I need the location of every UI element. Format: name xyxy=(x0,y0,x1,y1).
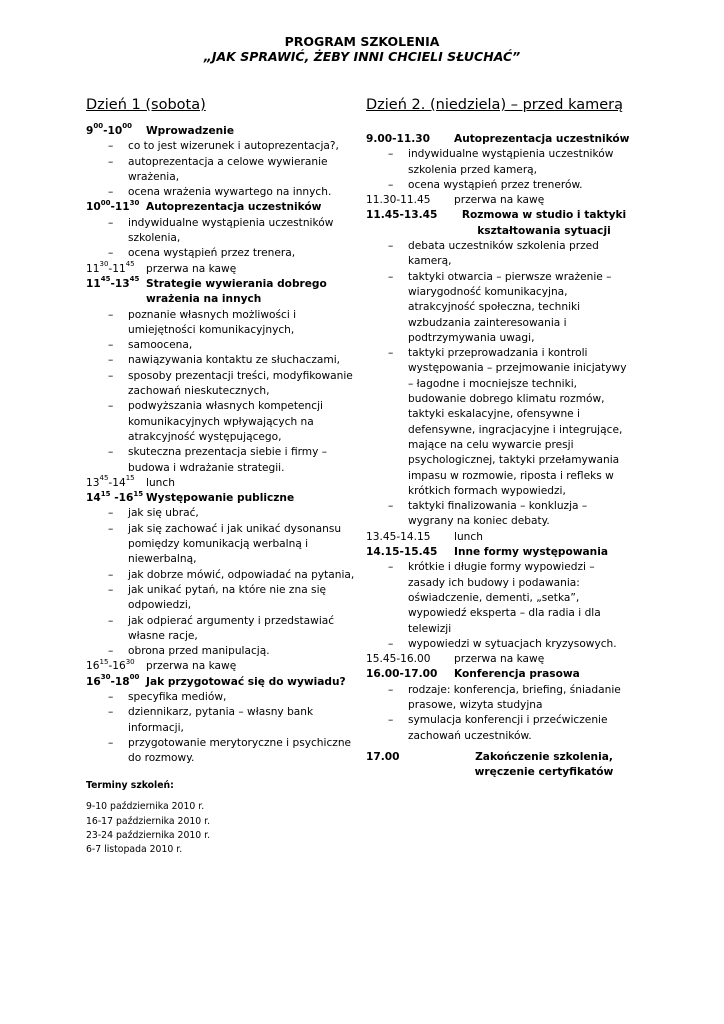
day2-closing xyxy=(366,750,634,781)
term-date: 16-17 października 2010 r. xyxy=(86,815,211,827)
session-title: Wprowadzenie xyxy=(146,125,234,137)
session-title: Rozmowa w studio i taktyki kształtowania sytuacji xyxy=(461,209,627,237)
break-time: 15.45-16.00 xyxy=(366,653,431,666)
session-time: $11^{45}-13^{45}$ xyxy=(86,275,140,290)
session-items xyxy=(366,239,634,530)
session-header xyxy=(366,545,634,560)
list-item: – jak się zachować i jak unikać dysonansu pomiędzy komunikacją werbalną i niewerbalną, xyxy=(108,522,358,568)
day1-column xyxy=(86,96,358,766)
break-time: $13^{45}-14^{15}$ xyxy=(86,474,135,489)
session-title: Konferencja prasowa xyxy=(454,668,580,681)
list-item: – dziennikarz, pytania – własny bank informacji, xyxy=(108,705,358,736)
session-items xyxy=(366,560,634,652)
list-item: – taktyki finalizowania – konkluzja – wygrany na koniec debaty. xyxy=(388,499,634,530)
break-title: przerwa na kawę xyxy=(454,194,545,207)
day1-session-2 xyxy=(86,200,358,261)
day1-heading: Dzień 1 (sobota) xyxy=(86,97,206,113)
list-item: – ocena wrażenia wywartego na innych. xyxy=(108,185,358,200)
day2-break-3 xyxy=(366,652,634,667)
break-time: $11^{30}-11^{45}$ xyxy=(86,260,135,275)
list-item: – skuteczna prezentacja siebie i firmy – budowa i wdrażanie strategii. xyxy=(108,445,358,476)
day1-session-3 xyxy=(86,277,358,476)
day2-session-2 xyxy=(366,208,634,529)
session-title: Występowanie publiczne xyxy=(146,492,295,505)
day2-session-3 xyxy=(366,545,634,652)
list-item: – poznanie własnych możliwości i umiejętności komunikacyjnych, xyxy=(108,308,358,339)
session-header xyxy=(86,277,358,308)
day1-session-5 xyxy=(86,675,358,767)
list-item: – podwyższania własnych kompetencji komunikacyjnych wpływających na atrakcyjność występującego, xyxy=(108,399,358,445)
terms-title: Terminy szkoleń: xyxy=(86,780,174,791)
session-items xyxy=(366,683,634,744)
day1-break-2 xyxy=(86,476,358,491)
list-item: – debata uczestników szkolenia przed kamerą, xyxy=(388,239,634,270)
session-title: Autoprezentacja uczestników xyxy=(454,133,630,145)
list-item: – taktyki otwarcia – pierwsze wrażenie – wiarygodność komunikacyjna, atrakcyjność społeczna, techniki wzbudzania zainteresowania i podtrzymywania uwagi, xyxy=(388,270,634,346)
list-item: – przygotowanie merytoryczne i psychiczne do rozmowy. xyxy=(108,736,358,767)
day1-session-1 xyxy=(86,124,358,200)
session-time: $14^{15}$ $-16^{15}$ xyxy=(86,489,144,505)
session-header xyxy=(86,200,358,215)
session-time: 9.00-11.30 xyxy=(366,133,431,145)
session-title: Strategie wywierania dobrego wrażenia na innych xyxy=(146,277,327,306)
list-item: – ocena wystąpień przez trenerów. xyxy=(388,178,634,193)
list-item: – indywidualne wystąpienia uczestników szkolenia przed kamerą, xyxy=(388,147,634,178)
session-title: Autoprezentacja uczestników xyxy=(146,201,322,214)
term-date: 6-7 listopada 2010 r. xyxy=(86,844,183,856)
list-item: – specyfika mediów, xyxy=(108,690,358,705)
session-header xyxy=(86,491,358,506)
break-title: przerwa na kawę xyxy=(146,660,237,673)
list-item: – jak unikać pytań, na które nie zna się odpowiedzi, xyxy=(108,583,358,614)
document-title xyxy=(0,34,724,64)
session-title: Inne formy występowania xyxy=(454,546,609,559)
session-items xyxy=(86,506,358,659)
list-item: – taktyki przeprowadzania i kontroli występowania – przejmowanie inicjatywy – łagodne i mocniejsze techniki, budowanie dobrego klimatu rozmów, taktyki eskalacyjne, ofensywne i defensywne, ingracjacyjne i integrujące, mające na celu wywarcie presji psychologicznej, taktyki przełamywania impasu w rozmowie, riposta i refleks w krótkich formach wypowiedzi, xyxy=(388,346,634,499)
list-item: – ocena wystąpień przez trenera, xyxy=(108,246,358,261)
session-header xyxy=(86,124,358,139)
session-time: $10^{00}-11^{30}$ xyxy=(86,198,140,214)
session-time: $16^{30}-18^{00}$ xyxy=(86,673,140,688)
session-items xyxy=(86,308,358,476)
session-title: Jak przygotować się do wywiadu? xyxy=(146,675,346,688)
list-item: – autoprezentacja a celowe wywieranie wrażenia, xyxy=(108,155,358,186)
session-header xyxy=(86,675,358,690)
terms-section xyxy=(86,779,386,857)
list-item: – jak odpierać argumenty i przedstawiać własne racje, xyxy=(108,614,358,645)
session-title: Zakończenie szkolenia, wręczenie certyfikatów xyxy=(474,750,614,779)
session-items xyxy=(86,690,358,766)
term-date: 23-24 października 2010 r. xyxy=(86,829,211,841)
break-title: przerwa na kawę xyxy=(146,262,237,275)
session-time: 11.45-13.45 xyxy=(366,209,438,222)
session-time: 17.00 xyxy=(366,750,400,763)
list-item: – jak dobrze mówić, odpowiadać na pytania, xyxy=(108,568,358,583)
break-time: 11.30-11.45 xyxy=(366,194,431,207)
session-header xyxy=(366,208,634,239)
session-header xyxy=(366,132,634,147)
session-items xyxy=(86,216,358,262)
break-title: przerwa na kawę xyxy=(454,653,545,666)
list-item: – co to jest wizerunek i autoprezentacja?, xyxy=(108,139,358,154)
break-time: $16^{15}-16^{30}$ xyxy=(86,657,135,673)
day2-heading: Dzień 2. (niedziela) – przed kamerą xyxy=(366,97,623,113)
list-item: – rodzaje: konferencja, briefing, śniadanie prasowe, wizyta studyjna xyxy=(388,683,634,714)
session-header xyxy=(366,667,634,682)
day1-break-3 xyxy=(86,659,358,674)
day1-session-4 xyxy=(86,491,358,659)
session-time: $9^{00}-10^{00}$ xyxy=(86,122,133,137)
session-items xyxy=(366,147,634,193)
title-line-2: „JAK SPRAWIĆ, ŻEBY INNI CHCIELI SŁUCHAĆ” xyxy=(203,49,521,64)
list-item: – indywidualne wystąpienia uczestników szkolenia, xyxy=(108,216,358,247)
term-date: 9-10 października 2010 r. xyxy=(86,801,205,813)
list-item: – wypowiedzi w sytuacjach kryzysowych. xyxy=(388,637,634,652)
day2-session-1 xyxy=(366,132,634,193)
break-title: lunch xyxy=(454,530,483,543)
session-time: 14.15-15.45 xyxy=(366,546,438,559)
day1-break-1 xyxy=(86,262,358,277)
day2-session-4 xyxy=(366,667,634,743)
day2-break-2 xyxy=(366,530,634,545)
list-item: – nawiązywania kontaktu ze słuchaczami, xyxy=(108,353,358,368)
break-time: 13.45-14.15 xyxy=(366,530,431,543)
list-item: – obrona przed manipulacją. xyxy=(108,644,358,659)
day2-break-1 xyxy=(366,193,634,208)
list-item: – symulacja konferencji i przećwiczenie zachowań uczestników. xyxy=(388,713,634,744)
list-item: – jak się ubrać, xyxy=(108,506,358,521)
list-item: – samoocena, xyxy=(108,338,358,353)
title-line-1: PROGRAM SZKOLENIA xyxy=(284,34,440,49)
day2-column xyxy=(366,96,634,780)
session-time: 16.00-17.00 xyxy=(366,668,438,681)
list-item: – sposoby prezentacji treści, modyfikowanie zachowań nieskutecznych, xyxy=(108,369,358,400)
break-title: lunch xyxy=(146,476,175,489)
session-items xyxy=(86,139,358,200)
list-item: – krótkie i długie formy wypowiedzi – zasady ich budowy i podawania: oświadczenie, dementi, „setka”, wypowiedź eksperta – dla radia i dla telewizji xyxy=(388,560,634,636)
